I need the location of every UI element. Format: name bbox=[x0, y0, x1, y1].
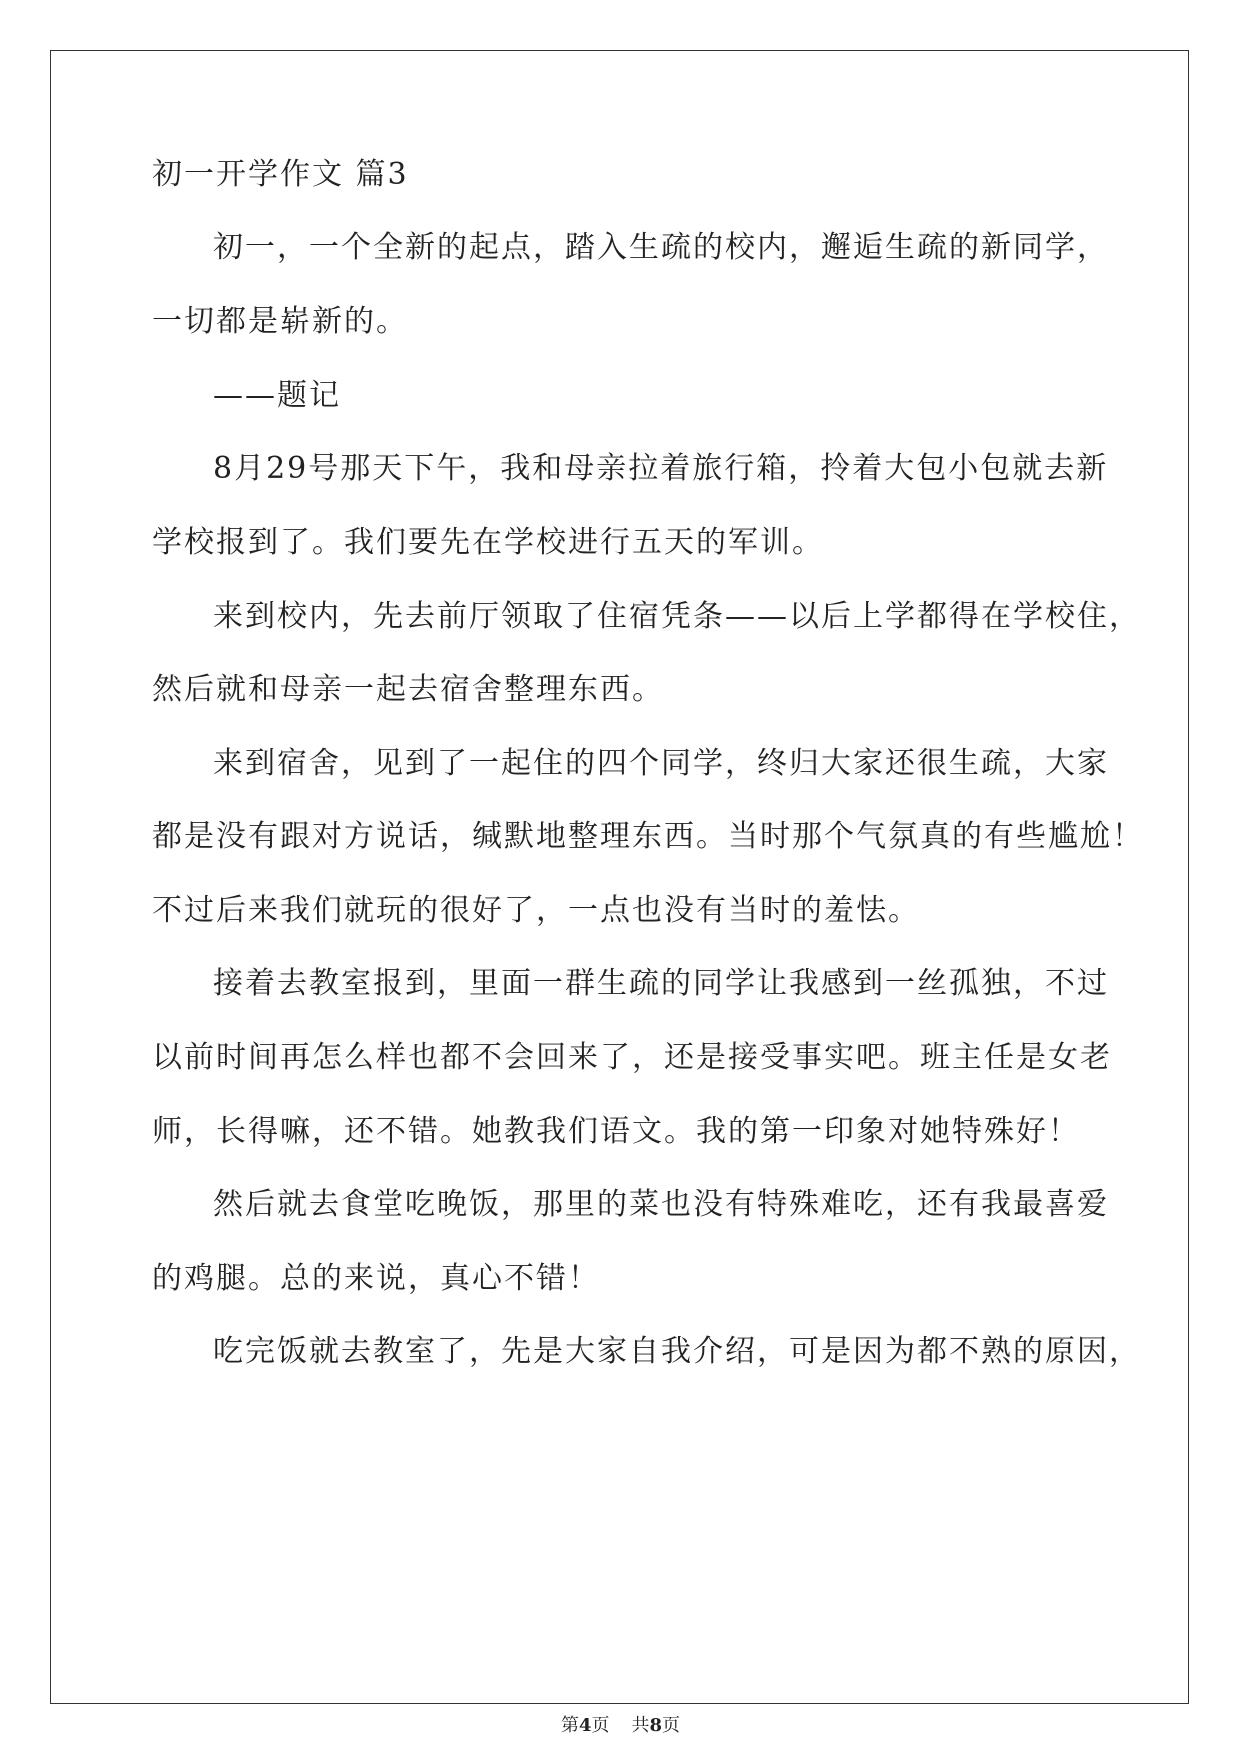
text-line: 吃完饭就去教室了，先是大家自我介绍，可是因为都不熟的原因， bbox=[213, 1334, 1141, 1369]
page-label: 页 bbox=[591, 1715, 610, 1736]
page-border bbox=[50, 50, 1189, 1704]
text-line: 的鸡腿。总的来说，真心不错！ bbox=[152, 1261, 600, 1296]
text-line: 以前时间再怎么样也都不会回来了，还是接受事实吧。班主任是女老 bbox=[152, 1040, 1112, 1075]
text-line: 都是没有跟对方说话，缄默地整理东西。当时那个气氛真的有些尴尬！ bbox=[152, 819, 1144, 854]
page-prefix: 第 bbox=[560, 1715, 579, 1736]
text-line: 然后就去食堂吃晚饭，那里的菜也没有特殊难吃，还有我最喜爱 bbox=[213, 1187, 1109, 1222]
text-line: 一切都是崭新的。 bbox=[152, 304, 408, 339]
text-line: 接着去教室报到，里面一群生疏的同学让我感到一丝孤独，不过 bbox=[213, 966, 1109, 1001]
epigraph-attribution: ——题记 bbox=[213, 378, 341, 413]
page-footer bbox=[0, 1714, 1241, 1738]
text-line: 师，长得嘛，还不错。她教我们语文。我的第一印象对她特殊好！ bbox=[152, 1114, 1080, 1149]
text-line: 8月29号那天下午，我和母亲拉着旅行箱，拎着大包小包就去新 bbox=[213, 451, 1109, 486]
text-line: 来到校内，先去前厅领取了住宿凭条——以后上学都得在学校住， bbox=[213, 599, 1141, 634]
text-line: 不过后来我们就玩的很好了，一点也没有当时的羞怯。 bbox=[152, 893, 920, 928]
total-label: 页 bbox=[662, 1715, 681, 1736]
total-pages: 8 bbox=[649, 1715, 663, 1736]
text-line: 初一，一个全新的起点，踏入生疏的校内，邂逅生疏的新同学， bbox=[213, 230, 1109, 265]
text-line: 学校报到了。我们要先在学校进行五天的军训。 bbox=[152, 525, 824, 560]
page-number: 4 bbox=[578, 1715, 592, 1736]
essay-heading: 初一开学作文 篇3 bbox=[152, 157, 409, 192]
text-line: 来到宿舍，见到了一起住的四个同学，终归大家还很生疏，大家 bbox=[213, 746, 1109, 781]
text-line: 然后就和母亲一起去宿舍整理东西。 bbox=[152, 672, 664, 707]
total-prefix: 共 bbox=[631, 1715, 650, 1736]
